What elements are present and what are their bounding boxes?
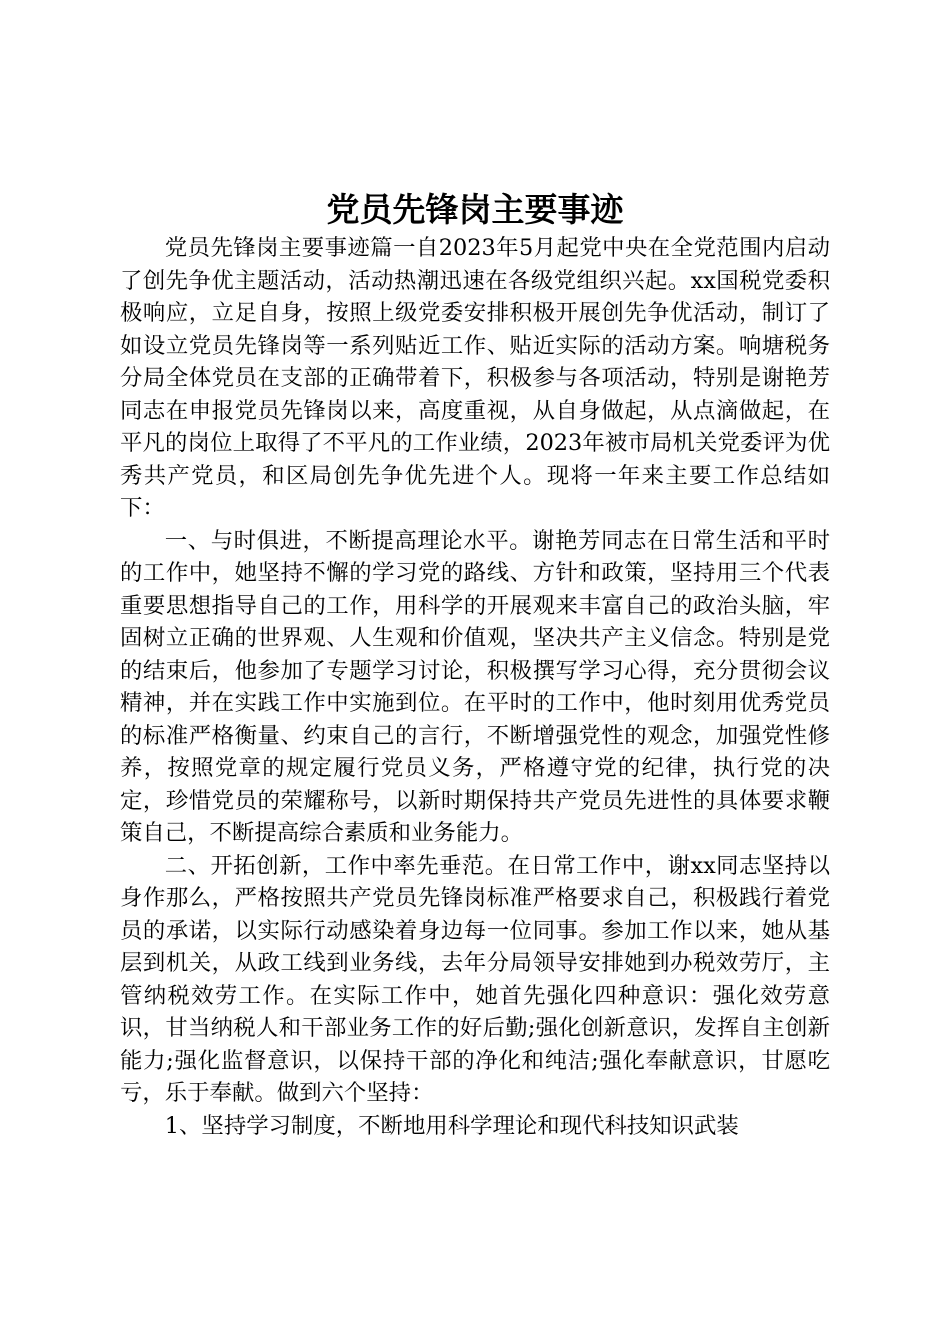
document-title: 党员先锋岗主要事迹 — [326, 190, 624, 229]
paragraph-section-1: 一、与时俱进，不断提高理论水平。谢艳芳同志在日常生活和平时的工作中，她坚持不懈的学习党的路线、方针和政策，坚持用三个代表重要思想指导自己的工作，用科学的开展观来丰富自己的政治头脑，牢固树立正确的世界观、人生观和价值观，坚决共产主义信念。特别是党的结束后，他参加了专题学习讨论，积极撰写学习心得，充分贯彻会议精神，并在实践工作中实施到位。在平时的工作中，他时刻用优秀党员的标准严格衡量、约束自己的言行，不断增强党性的观念，加强党性修养，按照党章的规定履行党员义务，严格遵守党的纪律，执行党的决定，珍惜党员的荣耀称号，以新时期保持共产党员先进性的具体要求鞭策自己，不断提高综合素质和业务能力。 — [120, 527, 830, 846]
paragraph-item-1: 1、坚持学习制度，不断地用科学理论和现代科技知识武装 — [164, 1112, 739, 1139]
paragraph-section-2: 二、开拓创新，工作中率先垂范。在日常工作中，谢xx同志坚持以身作那么，严格按照共产党员先锋岗标准严格要求自己，积极践行着党员的承诺，以实际行动感染着身边每一位同事。参加工作以来，她从基层到机关，从政工线到业务线，去年分局领导安排她到办税效劳厅，主管纳税效劳工作。在实际工作中，她首先强化四种意识：强化效劳意识，甘当纳税人和干部业务工作的好后勤;强化创新意识，发挥自主创新能力;强化监督意识，以保持干部的净化和纯洁;强化奉献意识，甘愿吃亏，乐于奉献。做到六个坚持： — [120, 852, 830, 1106]
paragraph-intro: 党员先锋岗主要事迹篇一自2023年5月起党中央在全党范围内启动了创先争优主题活动，活动热潮迅速在各级党组织兴起。xx国税党委积极响应，立足自身，按照上级党委安排积极开展创先争优活动，制订了如设立党员先锋岗等一系列贴近工作、贴近实际的活动方案。响塘税务分局全体党员在支部的正确带着下，积极参与各项活动，特别是谢艳芳同志在申报党员先锋岗以来，高度重视，从自身做起，从点滴做起，在平凡的岗位上取得了不平凡的工作业绩，2023年被市局机关党委评为优秀共产党员，和区局创先争优先进个人。现将一年来主要工作总结如下： — [120, 235, 830, 521]
document-body — [120, 232, 830, 1142]
